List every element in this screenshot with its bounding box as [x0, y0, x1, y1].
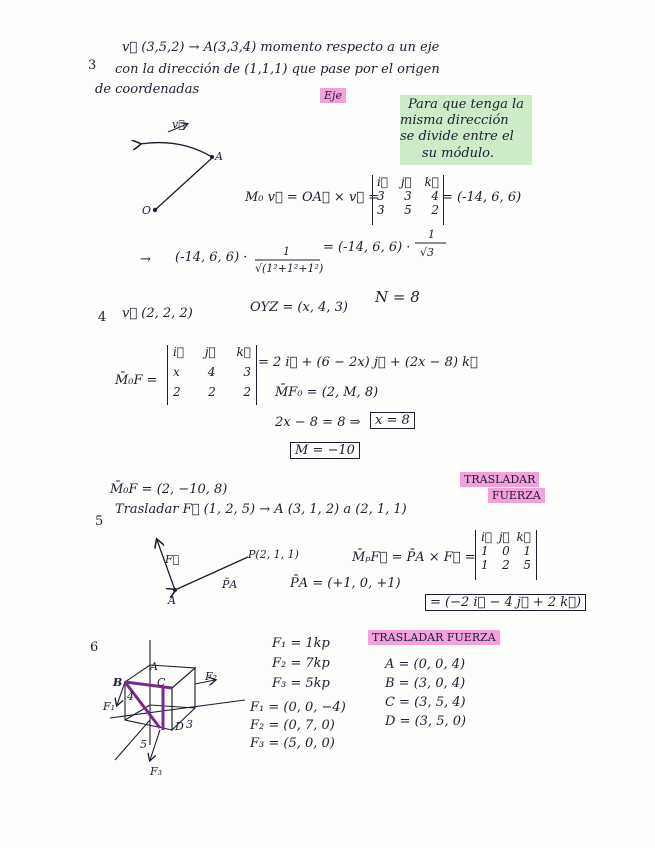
p6-f2-vec: F₂ = (0, 7, 0): [250, 718, 335, 733]
p3-moment-expr: M₀ v⃗ = OA⃗ × v⃗ =: [245, 190, 380, 205]
p3-line3: de coordenadas: [95, 82, 200, 97]
p6-lab-A: A: [150, 660, 158, 673]
p3-note1: Para que tenga la: [408, 97, 524, 112]
p4-matrix: i⃗ j⃗ k⃗ x 4 3 2 2 2: [167, 345, 257, 405]
p5-matrix: i⃗ j⃗ k⃗ 1 0 1 1 2 5: [475, 530, 537, 580]
p3-norm-left: (-14, 6, 6) ·: [175, 250, 248, 265]
p3-moment-result: = (-14, 6, 6): [442, 190, 522, 205]
p6-lab-D: D: [175, 720, 184, 733]
p6-point-d: D = (3, 5, 0): [385, 714, 467, 729]
p3-matrix: i⃗ j⃗ k⃗ 3 3 4 3 5 2: [372, 175, 444, 225]
p6-lab-F2: F₂: [205, 670, 218, 683]
p6-f1-mag: F₁ = 1kp: [272, 636, 330, 651]
p4-tag-fuerza: FUERZA: [488, 488, 545, 503]
p4-final: M̄₀F = (2, −10, 8): [110, 482, 228, 497]
p3-line1: v⃗ (3,5,2) → A(3,3,4) momento respecto a un eje: [122, 40, 440, 55]
p4-tag-trasladar: TRASLADAR: [460, 472, 539, 487]
p6-lab-3: 3: [186, 718, 193, 731]
p5-number: 5: [95, 514, 104, 529]
p3-norm-mid: = (-14, 6, 6) ·: [323, 240, 411, 255]
p6-point-b: B = (3, 0, 4): [385, 676, 466, 691]
p6-f2-mag: F₂ = 7kp: [272, 656, 330, 671]
p3-number: 3: [88, 58, 97, 73]
p3-frac2-den: √3: [420, 246, 435, 259]
p3-note3: se divide entre el: [400, 129, 514, 144]
p6-tag: TRASLADAR FUERZA: [368, 630, 500, 645]
p6-point-a: A = (0, 0, 4): [385, 657, 466, 672]
p4-n: N = 8: [375, 288, 420, 306]
p5-label-P: P(2, 1, 1): [248, 548, 299, 561]
p3-label-v: v⃗: [172, 118, 185, 131]
p6-lab-5: 5: [140, 738, 147, 751]
p4-vector: v⃗ (2, 2, 2): [122, 306, 193, 321]
p3-label-O: O: [142, 204, 152, 217]
p5-result: = (−2 i⃗ − 4 j⃗ + 2 k⃗): [425, 594, 586, 611]
p3-note2: misma dirección: [400, 113, 509, 128]
p6-f3-vec: F₃ = (5, 0, 0): [250, 736, 335, 751]
p4-result-components: = 2 i⃗ + (6 − 2x) j⃗ + (2x − 8) k⃗: [258, 355, 478, 370]
p4-number: 4: [98, 310, 107, 325]
p3-frac1-den: √(1²+1²+1²): [255, 262, 324, 275]
p6-lab-F1: F₁: [103, 700, 116, 713]
p4-answer-x: x = 8: [370, 412, 415, 429]
p6-lab-4: 4: [127, 690, 134, 703]
p5-label-A: A: [168, 594, 176, 607]
p4-result-vector: M̄F₀ = (2, M, 8): [275, 385, 379, 400]
p6-f1-vec: F₁ = (0, 0, −4): [250, 700, 346, 715]
p6-f3-mag: F₃ = 5kp: [272, 676, 330, 691]
p4-mof: M̄₀F =: [115, 373, 158, 388]
p5-moment-expr: M̄ₚF⃗ = P̄A × F⃗ =: [352, 550, 476, 565]
p3-label-A: A: [215, 150, 223, 163]
p3-frac2-num: 1: [428, 228, 435, 241]
p3-arrow: →: [140, 252, 151, 267]
p4-equation-x: 2x − 8 = 8 ⇒: [275, 415, 361, 430]
p3-note4: su módulo.: [422, 146, 494, 161]
p6-number: 6: [90, 640, 99, 655]
p6-point-c: C = (3, 5, 4): [385, 695, 466, 710]
p4-answer-m: M = −10: [290, 442, 360, 459]
oa-line: [155, 158, 212, 210]
p5-statement: Trasladar F⃗ (1, 2, 5) → A (3, 1, 2) a (2, 1, 1): [115, 502, 407, 517]
p5-label-PA: P̄A: [222, 578, 238, 591]
p6-lab-B: B: [113, 676, 123, 689]
p4-oyz: OYZ = (x, 4, 3): [250, 300, 348, 315]
p3-tag-eje: Eje: [320, 88, 346, 103]
p6-lab-C: C: [157, 676, 166, 689]
p3-vector-diagram: [140, 124, 214, 212]
p5-pa-vector: P̄A = (+1, 0, +1): [290, 576, 401, 591]
p3-line2: con la dirección de (1,1,1) que pase por el origen: [115, 62, 440, 77]
p5-label-F: F⃗: [165, 553, 180, 566]
p3-frac1-num: 1: [283, 245, 290, 258]
p6-lab-F3: F₃: [150, 765, 163, 778]
